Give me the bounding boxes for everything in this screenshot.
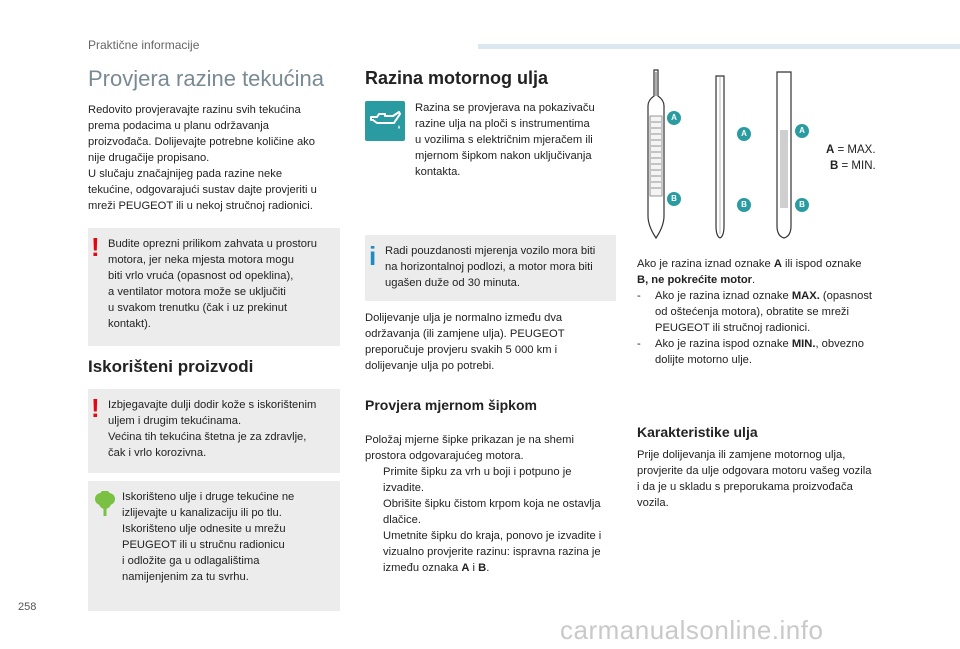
marker-b-badge: B xyxy=(737,198,751,212)
warning-text: Budite oprezni prilikom zahvata u prostoru motora, jer neka mjesta motora mogu biti vrlo vruća (opasnost od opeklina), a ventilator motora može se uključiti u svakom trenutku (čak i uz prekinut kontakt). xyxy=(108,238,317,330)
refill-paragraph: Dolijevanje ulja je normalno između dva održavanja (ili zamjene ulja). PEUGEOT preporučuje provjeru svakih 5 000 km i dolijevanje ulja po potrebi. xyxy=(365,312,565,372)
marker-a-badge: A xyxy=(667,111,681,125)
page-number: 258 xyxy=(18,601,37,613)
eco-box xyxy=(88,481,340,611)
intro-paragraph: Redovito provjeravajte razinu svih tekućina prema podacima u planu održavanja proizvođača. Dolijevajte potrebne količine ako nije drugačije propisano. U slučaju značajnijeg pada razine neke tekućine, odgovarajući sustav dajte provjeriti u mreži PEUGEOT ili u nekoj stručnoj radionici. xyxy=(88,104,317,212)
marker-a-badge: A xyxy=(795,124,809,138)
page-title: Provjera razine tekućina xyxy=(88,66,325,91)
oil-can-icon xyxy=(365,101,405,141)
oil-level-title: Razina motornog ulja xyxy=(365,68,549,88)
used-products-title: Iskorišteni proizvodi xyxy=(88,357,254,376)
list-item: - Ako je razina iznad oznake MAX. (opasnost od oštećenja motora), obratite se mreži PEUGEOT ili stručnoj radionici. xyxy=(637,290,873,334)
info-text: Radi pouzdanosti mjerenja vozilo mora biti na horizontalnoj podlozi, a motor mora biti ugašen duže od 30 minuta. xyxy=(385,245,596,289)
header-bar xyxy=(478,44,960,49)
section-header: Praktične informacije xyxy=(88,38,200,52)
warning-skin-text: Izbjegavajte dulji dodir kože s iskorištenim uljem i drugim tekućinama. Većina tih tekućina štetna je za zdravlje, čak i vrlo korozivna. xyxy=(108,399,317,459)
watermark: carmanualsonline.info xyxy=(560,615,824,645)
info-box xyxy=(365,235,616,301)
warning-icon: ! xyxy=(91,232,100,262)
dipstick-title: Provjera mjernom šipkom xyxy=(365,397,537,413)
level-instructions: Ako je razina iznad oznake A ili ispod oznake B, ne pokrećite motor. - Ako je razina iznad oznake MAX. (opasnost od oštećenja motora), obratite se mreži PEUGEOT ili stručnoj radionici. - Ako je razina ispod oznake MIN., obvezno dolijte motorno ulje. xyxy=(637,256,897,368)
marker-b-badge: B xyxy=(667,192,681,206)
eco-text: Iskorišteno ulje i druge tekućine ne izlijevajte u kanalizaciju ili po tlu. Iskorišteno ulje odnesite u mrežu PEUGEOT ili u stručnu radionicu i odložite ga u odlagalištima namijenjenim za tu svrhu. xyxy=(122,491,295,583)
legend-min: B = MIN. xyxy=(830,160,876,172)
warning-box-hot-engine xyxy=(88,228,340,346)
list-item: - Ako je razina ispod oznake MIN., obvezno dolijte motorno ulje. xyxy=(637,338,864,366)
oil-check-text: Razina se provjerava na pokazivaču razine ulja na ploči s instrumentima u vozilima s električnim mjeračem ili mjernom šipkom nakon uključivanja kontakta. xyxy=(415,102,595,178)
legend-max: A = MAX. xyxy=(826,144,876,156)
marker-b-badge: B xyxy=(795,198,809,212)
oil-characteristics-title: Karakteristike ulja xyxy=(637,424,758,440)
oil-characteristics-text: Prije dolijevanja ili zamjene motornog ulja, provjerite da ulje odgovara motoru vašeg vozila i da je u skladu s preporukama proizvođača vozila. xyxy=(637,449,872,509)
warning-icon: ! xyxy=(91,393,100,423)
info-icon: i xyxy=(369,241,377,271)
tree-icon xyxy=(94,491,116,517)
dipstick-illustration xyxy=(640,66,820,244)
list-item: Obrišite šipku čistom krpom koja ne ostavlja dlačice. xyxy=(383,498,601,526)
marker-a-badge: A xyxy=(737,127,751,141)
list-item: Primite šipku za vrh u boji i potpuno je izvadite. xyxy=(383,466,572,494)
dipstick-instructions: Položaj mjerne šipke prikazan je na shemi prostora odgovarajućeg motora. Primite šipku za vrh u boji i potpuno je izvadite. Obrišite šipku čistom krpom koja ne ostavlja dlačice. Umetnite šipku do kraja, ponovo je izvadite i vizualno provjerite razinu: ispravna razina je između oznaka A i B. xyxy=(365,432,620,576)
warning-box-skin xyxy=(88,389,340,473)
list-item: Umetnite šipku do kraja, ponovo je izvadite i vizualno provjerite razinu: ispravna razina je između oznaka A i B. xyxy=(383,530,602,574)
